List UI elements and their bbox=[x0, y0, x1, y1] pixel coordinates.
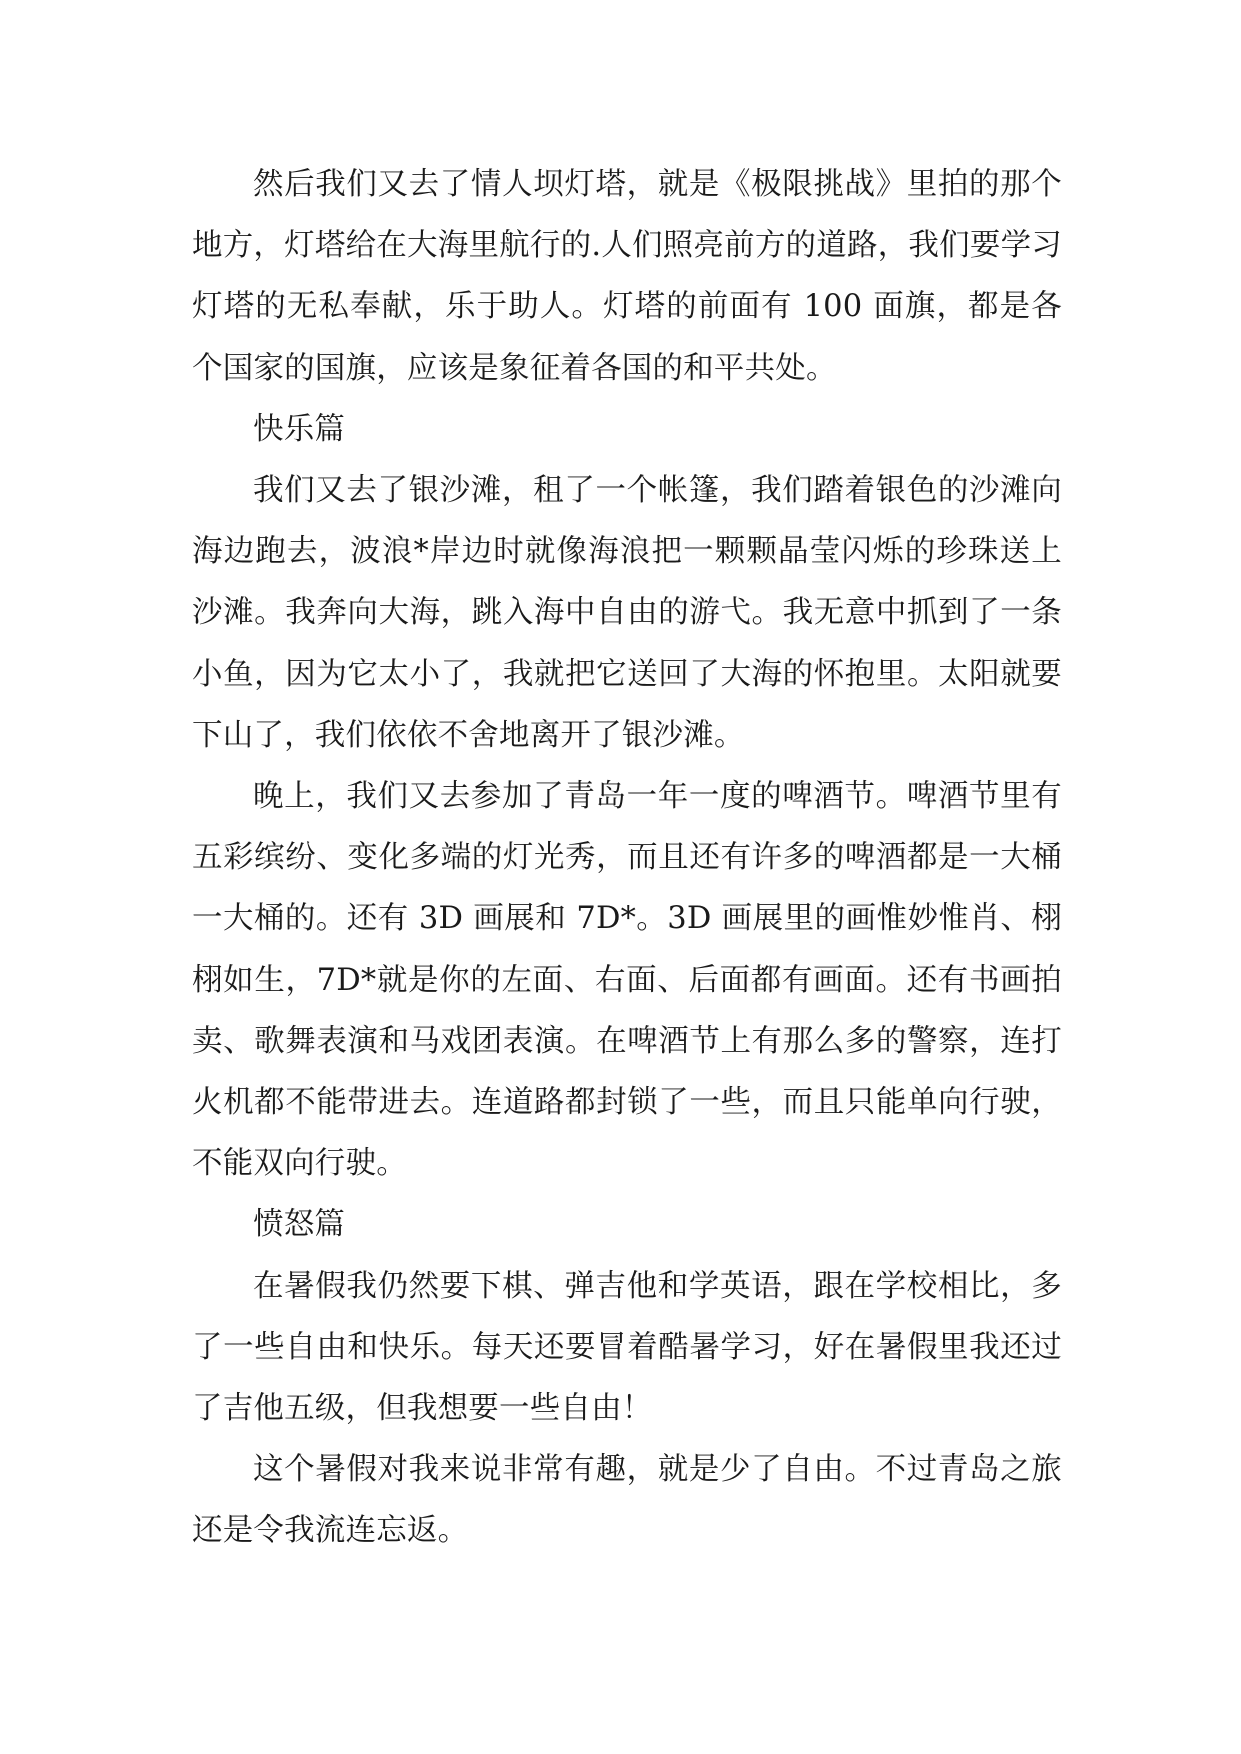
section-heading-angry: 愤怒篇 bbox=[253, 1207, 346, 1243]
paragraph-lighthouse: 然后我们又去了情人坝灯塔，就是《极限挑战》里拍的那个地方，灯塔给在大海里航行的.人们照亮前方的道路，我们要学习灯塔的无私奉献，乐于助人。灯塔的前面有 100 面旗，都是各个国家的国旗，应该是象征着各国的和平共处。 bbox=[192, 167, 1062, 386]
paragraph-conclusion: 这个暑假对我来说非常有趣，就是少了自由。不过青岛之旅还是令我流连忘返。 bbox=[192, 1452, 1062, 1549]
document-body bbox=[192, 154, 1062, 1562]
paragraph-silver-beach: 我们又去了银沙滩，租了一个帐篷，我们踏着银色的沙滩向海边跑去，波浪*岸边时就像海浪把一颗颗晶莹闪烁的珍珠送上沙滩。我奔向大海，跳入海中自由的游弋。我无意中抓到了一条小鱼，因为它太小了，我就把它送回了大海的怀抱里。太阳就要下山了，我们依依不舍地离开了银沙滩。 bbox=[192, 473, 1062, 753]
section-heading-happy: 快乐篇 bbox=[253, 411, 346, 447]
paragraph-beer-festival: 晚上，我们又去参加了青岛一年一度的啤酒节。啤酒节里有五彩缤纷、变化多端的灯光秀，而且还有许多的啤酒都是一大桶一大桶的。还有 3D 画展和 7D*。3D 画展里的画惟妙惟肖、栩栩如生，7D*就是你的左面、右面、后面都有画面。还有书画拍卖、歌舞表演和马戏团表演。在啤酒节上有那么多的警察，连打火机都不能带进去。连道路都封锁了一些，而且只能单向行驶，不能双向行驶。 bbox=[192, 779, 1062, 1182]
paragraph-summer-study: 在暑假我仍然要下棋、弹吉他和学英语，跟在学校相比，多了一些自由和快乐。每天还要冒着酷暑学习，好在暑假里我还过了吉他五级，但我想要一些自由！ bbox=[192, 1268, 1062, 1427]
